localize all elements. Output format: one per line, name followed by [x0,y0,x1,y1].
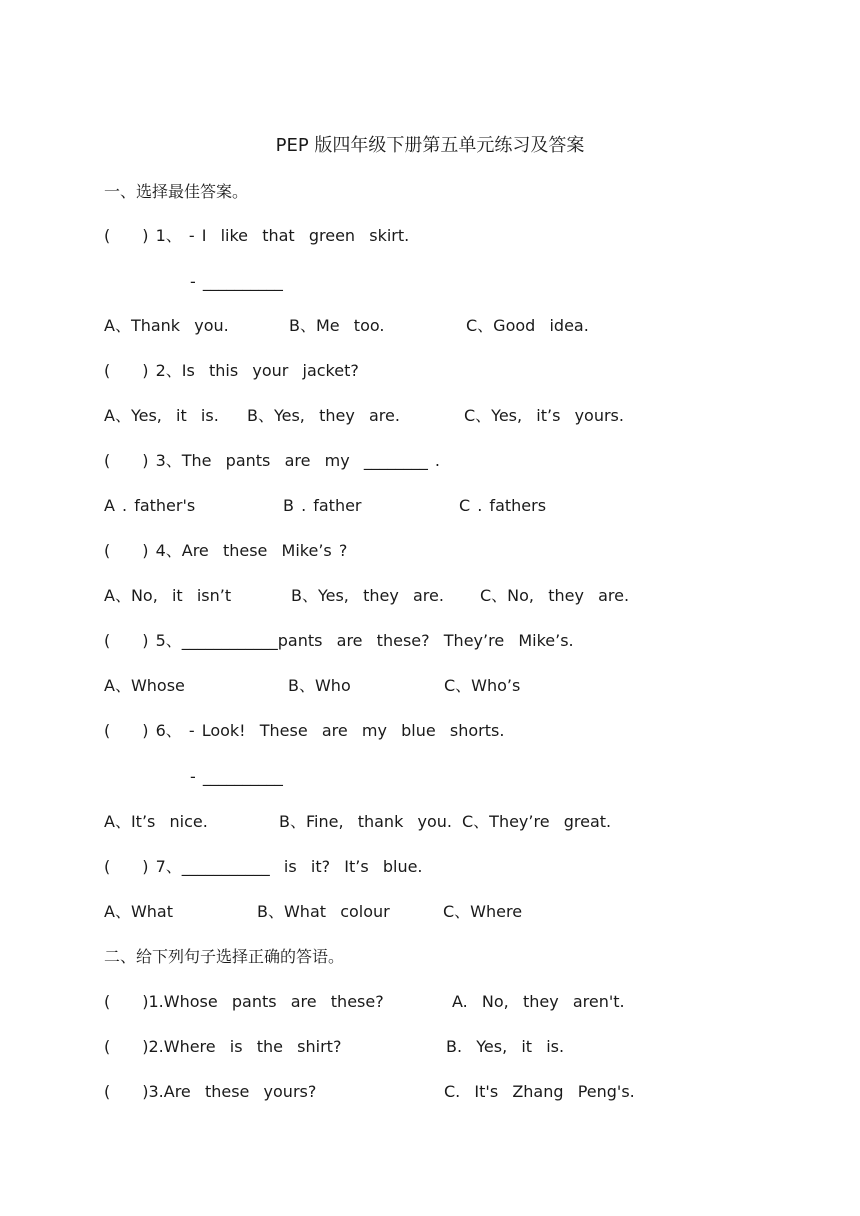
option-b: B、What colour [257,902,390,921]
question-3-options [104,494,724,518]
matching-row [104,1080,724,1104]
option-b: B、Yes, they are. [247,406,400,425]
matching-answer: C. It's Zhang Peng's. [444,1082,635,1101]
option-b: B、Fine, thank you. [279,812,452,831]
option-b: B、Who [288,676,351,695]
option-a: A、Yes, it is. [104,406,219,425]
section-2-heading: 二、给下列句子选择正确的答语。 [104,947,345,966]
option-c: C、Who’s [444,676,521,695]
matching-question: ( )3.Are these yours? [104,1082,317,1101]
option-c: C . fathers [459,496,547,515]
option-c: C、No, they are. [480,586,630,605]
matching-answer: B. Yes, it is. [446,1037,565,1056]
option-c: C、They’re great. [462,812,612,831]
section-1-heading: 一、选择最佳答案。 [104,182,249,201]
matching-row [104,990,724,1014]
option-c: C、Where [443,902,523,921]
matching-answer: A. No, they aren't. [452,992,625,1011]
question-4-options [104,584,724,608]
matching-row [104,1035,724,1059]
question-5-options [104,674,724,698]
option-b: B、Me too. [289,316,385,335]
question-4-stem: ( ) 4、Are these Mike’s ? [104,541,348,560]
question-6-stem: ( ) 6、 - Look! These are my blue shorts. [104,721,505,740]
option-c: C、Good idea. [466,316,589,335]
option-b: B . father [283,496,362,515]
page-title: PEP 版四年级下册第五单元练习及答案 [275,135,585,156]
question-3-stem: ( ) 3、The pants are my ________ . [104,451,441,470]
option-c: C、Yes, it’s yours. [464,406,624,425]
option-a: A、Thank you. [104,316,229,335]
question-2-stem: ( ) 2、Is this your jacket? [104,361,359,380]
question-7-stem: ( ) 7、___________ is it? It’s blue. [104,857,423,876]
question-1-stem: ( ) 1、 - I like that green skirt. [104,226,410,245]
matching-question: ( )1.Whose pants are these? [104,992,384,1011]
question-7-options [104,900,724,924]
option-b: B、Yes, they are. [291,586,444,605]
question-6-answer-blank: - __________ [190,767,283,786]
question-1-answer-blank: - __________ [190,272,283,291]
option-a: A、No, it isn’t [104,586,232,605]
question-1-options [104,314,724,338]
matching-question: ( )2.Where is the shirt? [104,1037,342,1056]
question-5-stem: ( ) 5、____________pants are these? They’re Mike’s. [104,631,574,650]
option-a: A . father's [104,496,196,515]
option-a: A、It’s nice. [104,812,208,831]
option-a: A、Whose [104,676,185,695]
question-2-options [104,404,724,428]
option-a: A、What [104,902,173,921]
question-6-options [104,810,724,834]
